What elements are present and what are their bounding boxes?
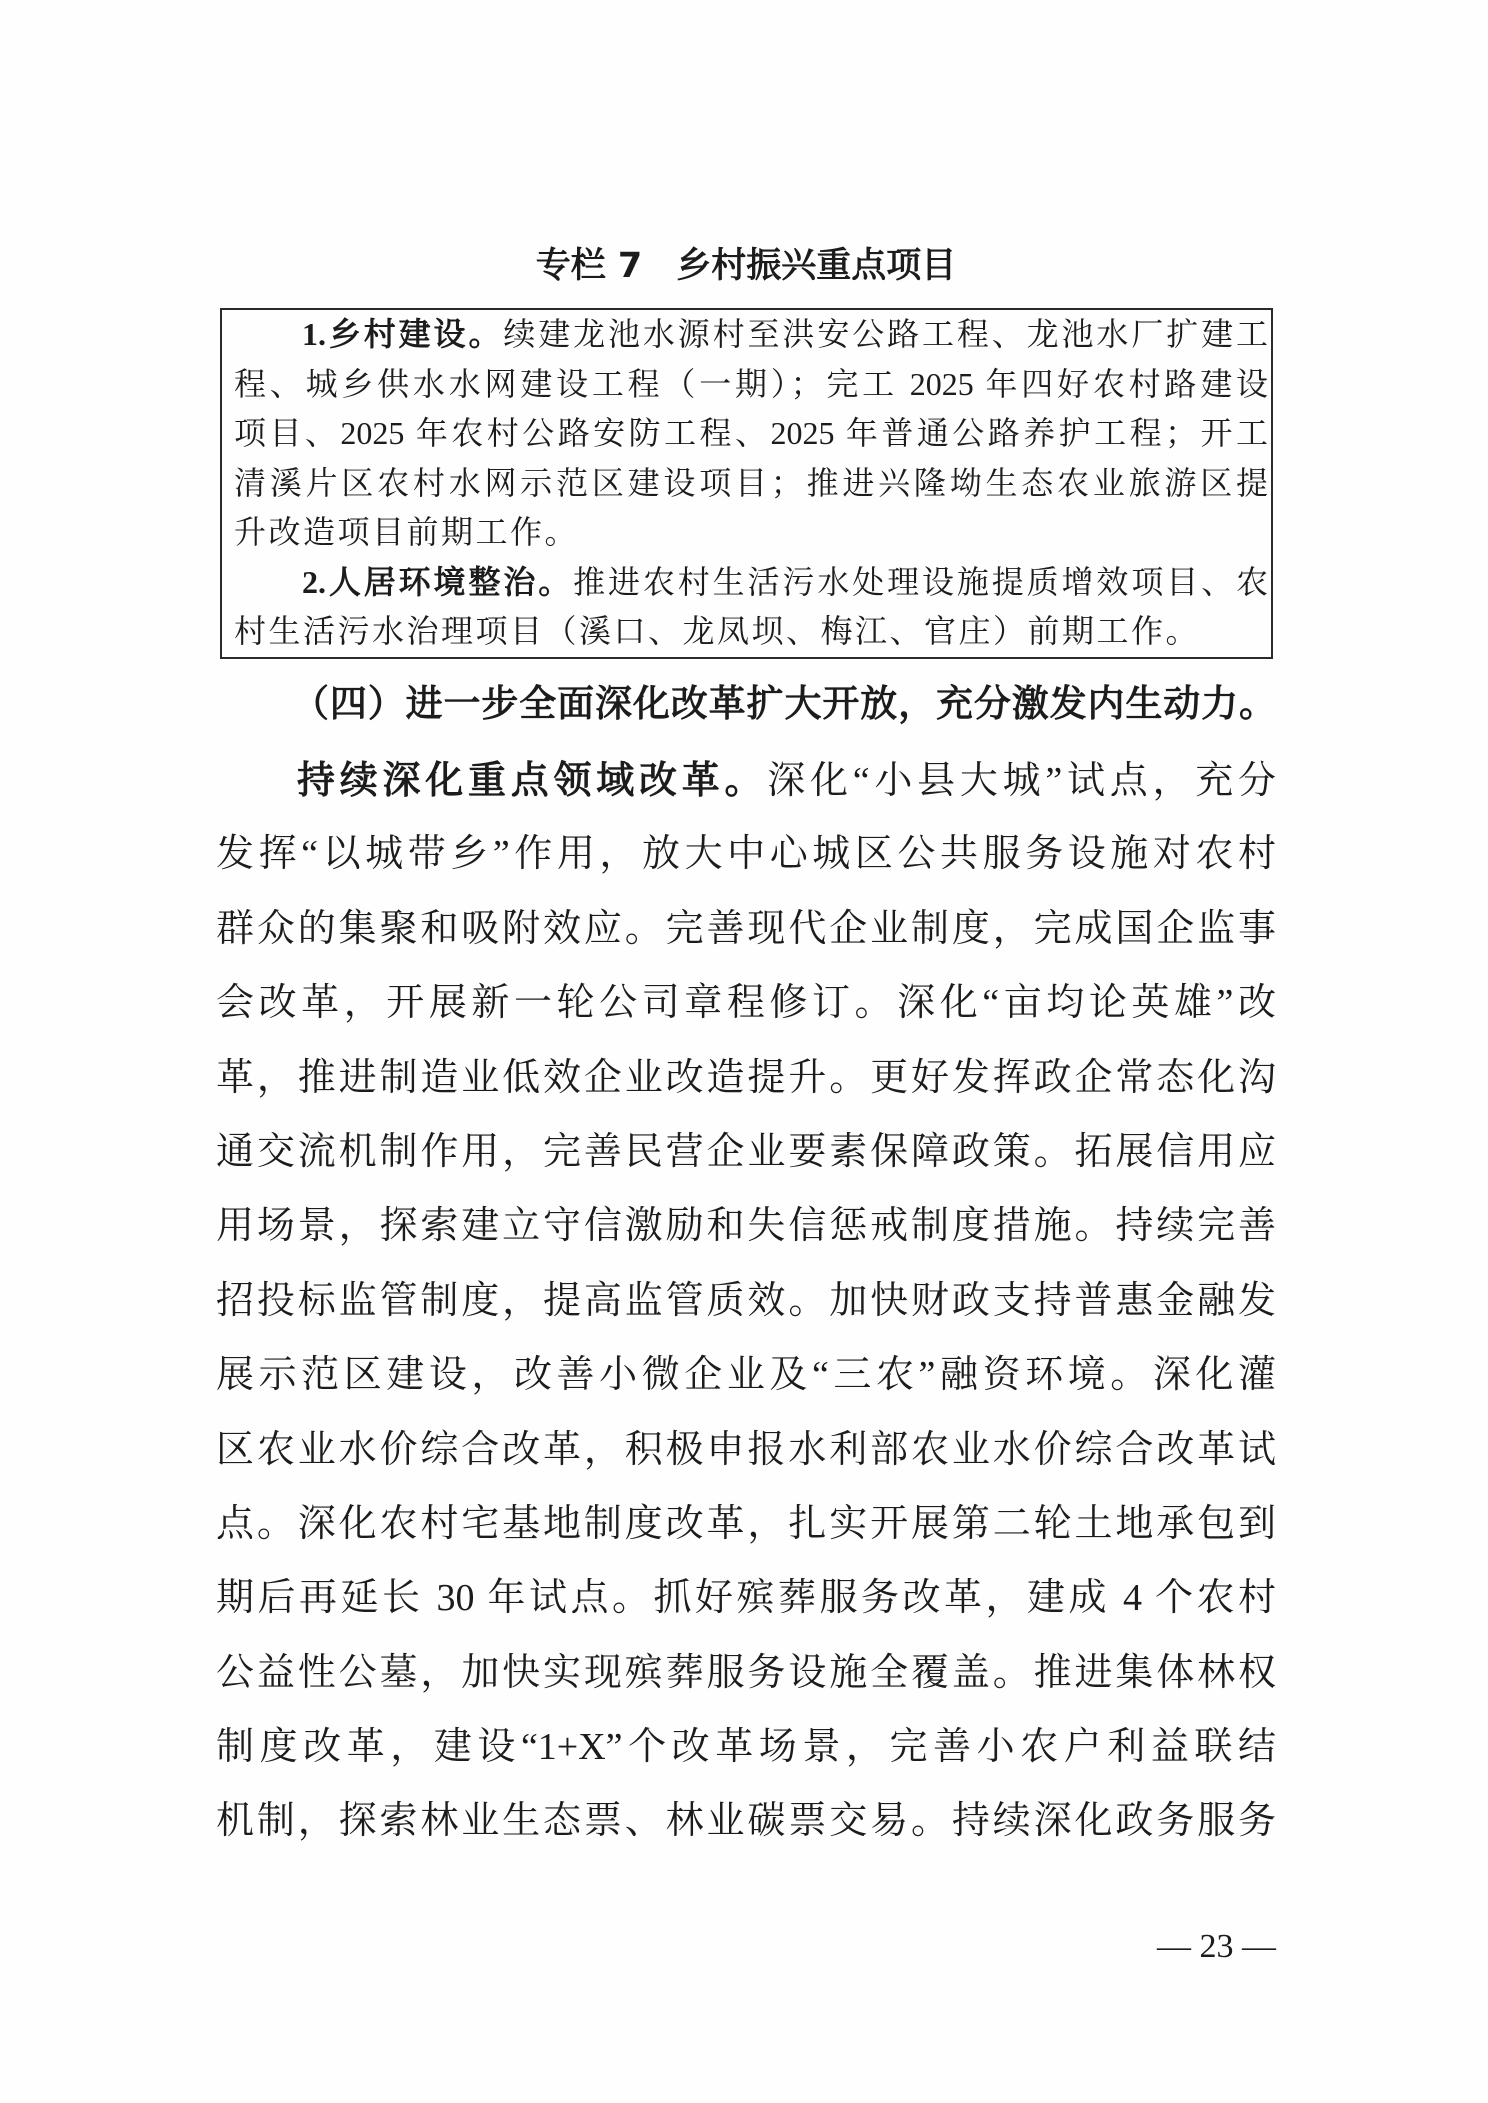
body-line xyxy=(216,743,1276,817)
key-projects-box xyxy=(220,308,1273,659)
body-line: 公益性公墓，加快实现殡葬服务设施全覆盖。推进集体林权 xyxy=(216,1651,1276,1694)
body-line: 招投标监管制度，提高监管质效。加快财政支持普惠金融发 xyxy=(216,1279,1276,1322)
body-paragraph xyxy=(216,743,1276,1859)
box-line: 项目、2025 年农村公路安防工程、2025 年普通公路养护工程；开工 xyxy=(234,415,1268,451)
body-line: 会改革，开展新一轮公司章程修订。深化“亩均论英雄”改 xyxy=(216,982,1276,1025)
body-line: 区农业水价综合改革，积极申报水利部农业水价综合改革试 xyxy=(216,1428,1276,1471)
body-line: 发挥“以城带乡”作用，放大中心城区公共服务设施对农村 xyxy=(216,833,1276,876)
box-line: 村生活污水治理项目（溪口、龙凤坝、梅江、官庄）前期工作。 xyxy=(234,613,1201,649)
column-title xyxy=(216,244,1276,288)
page-number: — 23 — xyxy=(1157,1928,1276,1965)
item-lead: 2.人居环境整治。 xyxy=(302,563,574,600)
box-line xyxy=(234,558,1268,608)
body-text: 深化“小县大城”试点，充分 xyxy=(767,760,1276,802)
column-title-text: 乡村振兴重点项目 xyxy=(676,246,957,286)
item-lead: 1.乡村建设。 xyxy=(302,316,504,352)
box-line: 升改造项目前期工作。 xyxy=(234,514,580,550)
body-line: 用场景，探索建立守信激励和失信惩戒制度措施。持续完善 xyxy=(216,1205,1276,1248)
box-line xyxy=(234,310,1268,360)
section-heading: （四）进一步全面深化改革扩大开放，充分激发内生动力。 xyxy=(292,684,1276,725)
body-line: 制度改革，建设“1+X”个改革场景，完善小农户利益联结 xyxy=(216,1726,1276,1769)
column-title-label: 专栏 7 xyxy=(535,246,643,286)
body-line: 革，推进制造业低效企业改造提升。更好发挥政企常态化沟 xyxy=(216,1056,1276,1099)
body-line: 群众的集聚和吸附效应。完善现代企业制度，完成国企监事 xyxy=(216,907,1276,950)
box-line: 清溪片区农村水网示范区建设项目；推进兴隆坳生态农业旅游区提 xyxy=(234,464,1268,501)
body-line: 展示范区建设，改善小微企业及“三农”融资环境。深化灌 xyxy=(216,1354,1276,1397)
paragraph-lead: 持续深化重点领域改革。 xyxy=(297,758,768,802)
body-line: 机制，探索林业生态票、林业碳票交易。持续深化政务服务 xyxy=(216,1800,1276,1843)
box-line: 程、城乡供水水网建设工程（一期）；完工 2025 年四好农村路建设 xyxy=(234,365,1268,402)
item-text: 推进农村生活污水处理设施提质增效项目、农 xyxy=(573,563,1268,600)
item-text: 续建龙池水源村至洪安公路工程、龙池水厂扩建工 xyxy=(503,316,1268,352)
body-line: 期后再延长 30 年试点。抓好殡葬服务改革，建成 4 个农村 xyxy=(216,1577,1276,1620)
body-line: 通交流机制作用，完善民营企业要素保障政策。拓展信用应 xyxy=(216,1130,1276,1173)
body-line: 点。深化农村宅基地制度改革，扎实开展第二轮土地承包到 xyxy=(216,1502,1276,1545)
